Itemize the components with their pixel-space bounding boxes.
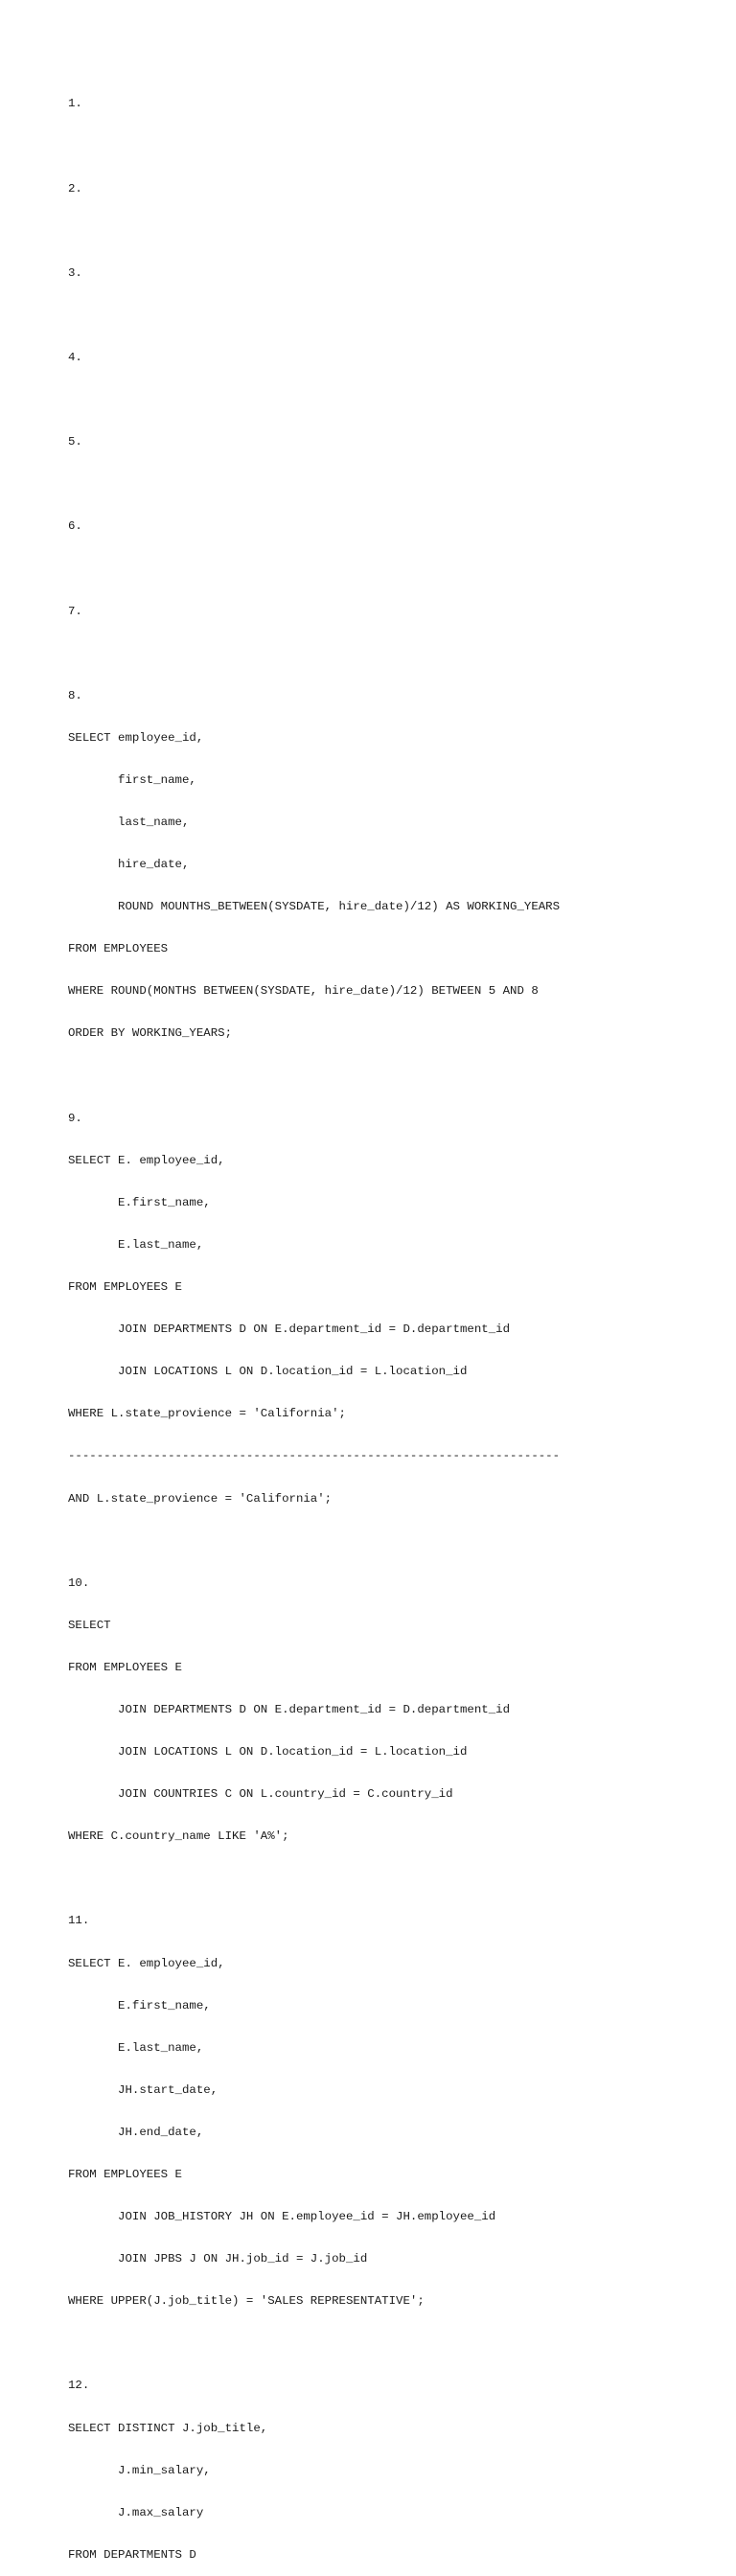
code-line: E.last_name, [68,1237,204,1252]
code-line: SELECT E. employee_id, [68,1956,225,1970]
blank-line [68,1070,720,1084]
code-line: JOIN DEPARTMENTS D ON E.department_id = D.department_id [68,1702,511,1716]
code-line: SELECT E. employee_id, [68,1153,225,1167]
item-number-12: 12. [68,2379,90,2393]
document-page [68,69,720,2576]
item-number-4: 4. [68,350,82,364]
code-line: JOIN JPBS J ON JH.job_id = J.job_id [68,2252,368,2266]
code-line: JOIN COUNTRIES C ON L.country_id = C.country_id [68,1787,453,1802]
code-line: SELECT employee_id, [68,730,204,745]
code-line: WHERE ROUND(MONTHS BETWEEN(SYSDATE, hire_date)/12) BETWEEN 5 AND 8 [68,984,539,999]
item-number-9: 9. [68,1111,82,1125]
blank-line [68,224,720,239]
blank-line [68,562,720,576]
code-line: WHERE UPPER(J.job_title) = 'SALES REPRESENTATIVE'; [68,2294,425,2309]
code-line: WHERE C.country_name LIKE 'A%'; [68,1829,289,1844]
item-number-1: 1. [68,97,82,111]
code-line: ROUND MOUNTHS_BETWEEN(SYSDATE, hire_date)/12) AS WORKING_YEARS [68,900,561,914]
code-line: JOIN JOB_HISTORY JH ON E.employee_id = JH.employee_id [68,2210,496,2224]
separator-line: --------------------------------------------------------------------- [68,1449,561,1463]
code-line: J.max_salary [68,2505,204,2519]
code-line: SELECT [68,1618,111,1632]
code-line: AND L.state_provience = 'California'; [68,1491,333,1506]
code-line: E.first_name, [68,1998,211,2012]
code-line: JOIN LOCATIONS L ON D.location_id = L.location_id [68,1745,468,1760]
blank-line [68,1872,720,1886]
item-number-11: 11. [68,1914,90,1928]
code-line: JOIN DEPARTMENTS D ON E.department_id = D.department_id [68,1322,511,1337]
blank-line [68,1534,720,1549]
code-line: FROM EMPLOYEES E [68,1280,182,1295]
code-line: FROM EMPLOYEES E [68,1660,182,1674]
code-line: E.last_name, [68,2040,204,2055]
code-line: first_name, [68,772,196,787]
code-line: last_name, [68,816,190,829]
code-line: JH.start_date, [68,2082,218,2097]
blank-line [68,2336,720,2351]
code-line: J.min_salary, [68,2463,211,2477]
code-line: WHERE L.state_provience = 'California'; [68,1407,346,1421]
code-line: FROM EMPLOYEES [68,942,169,956]
code-line: JH.end_date, [68,2125,204,2139]
blank-line [68,309,720,323]
item-number-2: 2. [68,181,82,196]
blank-line [68,140,720,154]
blank-line [68,647,720,661]
item-number-6: 6. [68,519,82,534]
code-line: FROM DEPARTMENTS D [68,2547,196,2562]
blank-line [68,393,720,407]
item-number-5: 5. [68,435,82,449]
blank-line [68,477,720,492]
code-line: ORDER BY WORKING_YEARS; [68,1026,233,1041]
item-number-8: 8. [68,688,82,702]
item-number-7: 7. [68,604,82,618]
code-line: JOIN LOCATIONS L ON D.location_id = L.location_id [68,1365,468,1379]
item-number-3: 3. [68,265,82,280]
code-line: hire_date, [68,858,190,872]
code-line: FROM EMPLOYEES E [68,2168,182,2181]
item-number-10: 10. [68,1576,90,1590]
code-line: SELECT DISTINCT J.job_title, [68,2421,268,2435]
code-line: E.first_name, [68,1195,211,1209]
